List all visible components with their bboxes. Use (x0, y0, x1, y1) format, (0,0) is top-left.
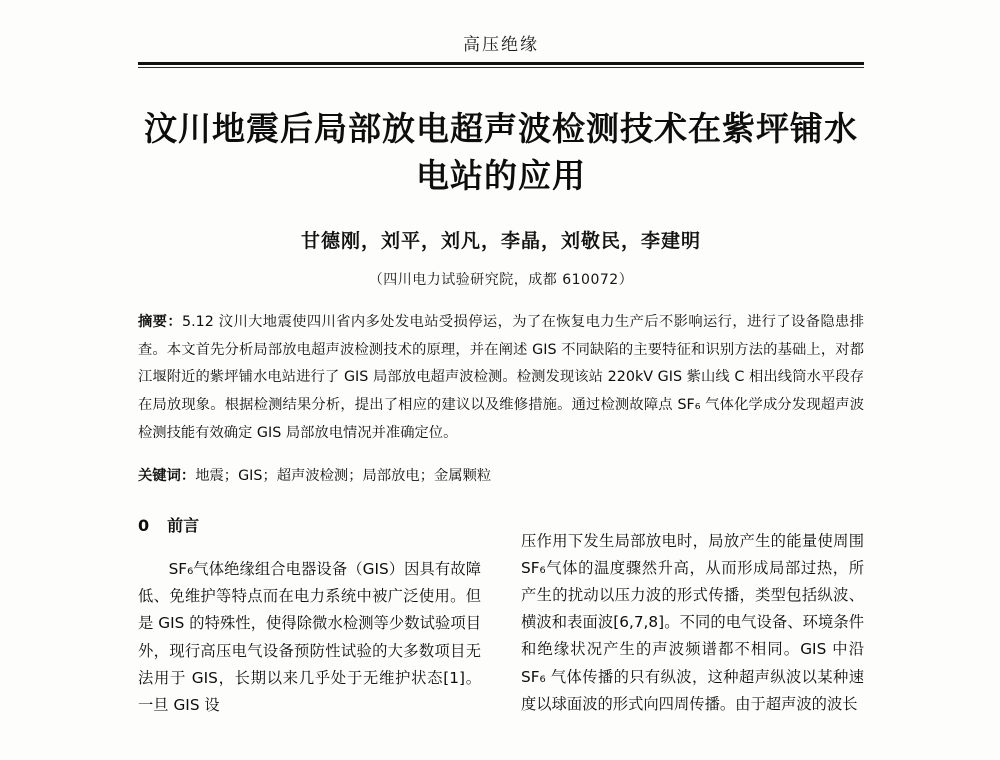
abstract-text: 5.12 汶川大地震使四川省内多处发电站受损停运，为了在恢复电力生产后不影响运行，进行了设备隐患排查。本文首先分析局部放电超声波检测技术的原理，并在阐述 GIS 不同缺陷的主要特征和识别方法的基础上，对都江堰附近的紫坪铺水电站进行了 GIS 局部放电超声波检测。检测发现该站 220kV GIS 紫山线 C 相出线筒水平段存在局放现象。根据检测结果分析，提出了相应的建议以及维修措施。通过检测故障点 SF₆ 气体化学成分发现超声波检测技能有效确定 GIS 局部放电情况并准确定位。 (138, 313, 865, 442)
header-rule-thin (138, 67, 864, 68)
header-rule-thick (138, 62, 864, 65)
body-columns (138, 512, 864, 734)
keywords-text: 地震；GIS；超声波检测；局部放电；金属颗粒 (195, 468, 492, 485)
section-title: 前言 (167, 516, 200, 536)
running-head: 高压绝缘 (463, 35, 539, 55)
section-number: 0 (138, 516, 150, 536)
paragraph: 压作用下发生局部放电时，局放产生的能量使周围 SF₆气体的温度骤然升高，从而形成局部过热，所产生的扰动以压力波的形式传播，类型包括纵波、横波和表面波[6,7,8]。不同的电气设备、环境条件和绝缘状况产生的声波频谱都不相同。GIS 中沿 SF₆ 气体传播的只有纵波，这种超声纵波以某种速度以球面波的形式向四周传播。由于超声波的波长 (521, 531, 864, 713)
column-left (138, 512, 481, 734)
paragraph: SF₆气体绝缘组合电器设备（GIS）因具有故障低、免维护等特点而在电力系统中被广泛使用。但是 GIS 的特殊性，使得除微水检测等少数试验项目外，现行高压电气设备预防性试验的大多数项目无法用于 GIS，长期以来几乎处于无维护状态[1]。一旦 GIS 设 (138, 560, 481, 715)
author-list: 甘德刚，刘平，刘凡，李晶，刘敬民，李建明 (300, 229, 701, 252)
abstract-label: 摘要： (138, 313, 183, 330)
page-title: 汶川地震后局部放电超声波检测技术在紫坪铺水电站的应用 (144, 109, 858, 195)
abstract-block (138, 309, 864, 448)
keywords-label: 关键词： (138, 468, 196, 485)
column-right (521, 512, 864, 734)
affiliation: （四川电力试验研究院，成都 610072） (368, 271, 634, 288)
keywords-block (138, 463, 864, 490)
page-content (138, 30, 864, 735)
section-heading (138, 512, 481, 540)
